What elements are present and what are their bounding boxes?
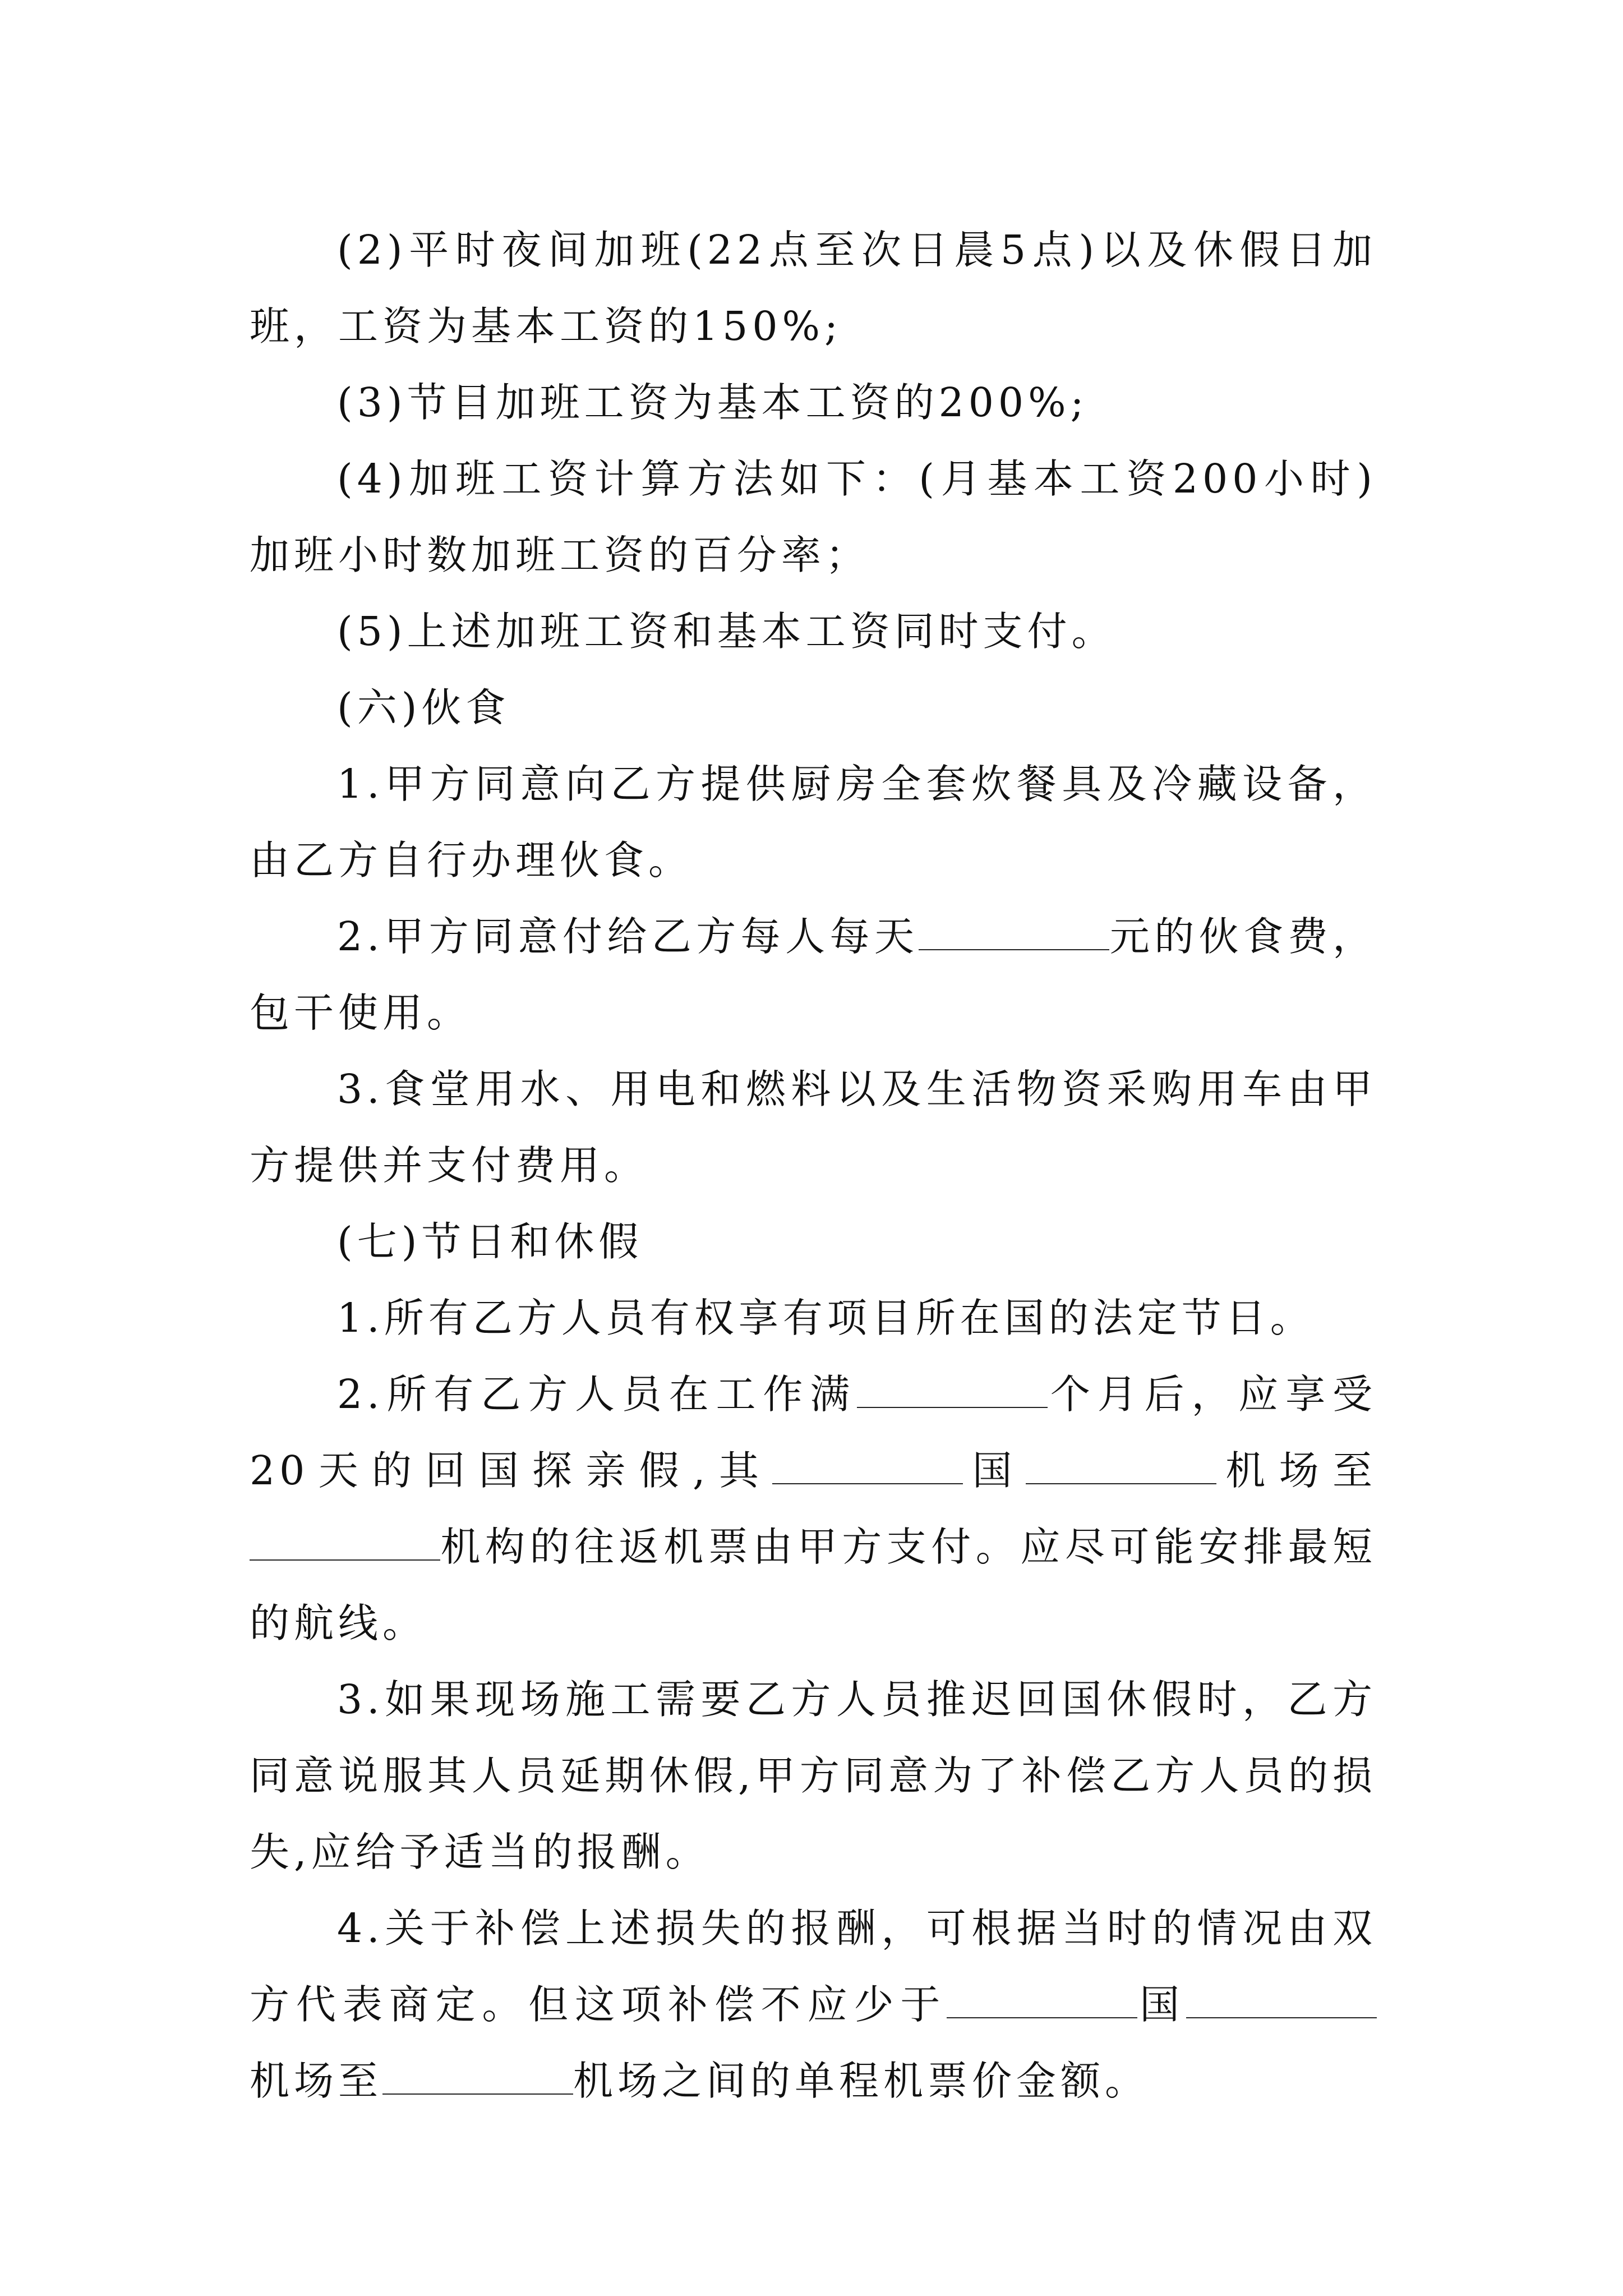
fill-in-blank-destination[interactable] bbox=[250, 1526, 440, 1561]
fill-in-blank-airport-destination[interactable] bbox=[382, 2060, 573, 2095]
paragraph-text: 1.所有乙方人员有权享有项目所在国的法定节日。 bbox=[337, 1295, 1315, 1341]
paragraph-text: 机构的往返机票由甲方支付。应尽可能安排最短的航线。 bbox=[250, 1524, 1377, 1646]
paragraph-text: 个月后，应享受20天的回国探亲假,其 bbox=[250, 1371, 1377, 1494]
heading-text: (六)伙食 bbox=[337, 684, 510, 731]
paragraph-text: 2.所有乙方人员在工作满 bbox=[337, 1371, 857, 1418]
paragraph-overtime-holiday bbox=[250, 365, 1377, 441]
paragraph-compensation bbox=[250, 1890, 1377, 2119]
fill-in-blank-meal-fee[interactable] bbox=[919, 915, 1109, 950]
paragraph-overtime-night bbox=[250, 212, 1377, 365]
paragraph-text: 机场至 bbox=[1216, 1447, 1377, 1494]
paragraph-text: (4)加班工资计算方法如下：(月基本工资200小时)加班小时数加班工资的百分率； bbox=[250, 455, 1377, 578]
fill-in-blank-months[interactable] bbox=[857, 1373, 1048, 1408]
paragraph-text: (3)节目加班工资为基本工资的200%; bbox=[337, 379, 1089, 426]
paragraph-home-leave bbox=[250, 1356, 1377, 1662]
paragraph-meals-kitchen bbox=[250, 746, 1377, 899]
paragraph-text: 机场之间的单程机票价金额。 bbox=[573, 2058, 1150, 2104]
paragraph-holidays-statutory bbox=[250, 1280, 1377, 1356]
paragraph-text: (2)平时夜间加班(22点至次日晨5点)以及休假日加班，工资为基本工资的150%; bbox=[250, 227, 1377, 349]
paragraph-text: 元的伙食费，包干使用。 bbox=[250, 913, 1377, 1036]
paragraph-text: 4.关于补偿上述损失的报酬，可根据当时的情况由双方代表商定。但这项补偿不应少于 bbox=[250, 1905, 1377, 2028]
fill-in-blank-country[interactable] bbox=[772, 1450, 963, 1484]
paragraph-text: 国 bbox=[1137, 1981, 1186, 2028]
paragraph-text: (5)上述加班工资和基本工资同时支付。 bbox=[337, 608, 1116, 655]
paragraph-text: 2.甲方同意付给乙方每人每天 bbox=[337, 913, 919, 960]
section-heading-holidays bbox=[250, 1204, 1377, 1280]
document-body bbox=[250, 212, 1377, 2119]
paragraph-text: 机场至 bbox=[250, 2058, 383, 2104]
fill-in-blank-airport[interactable] bbox=[1026, 1450, 1216, 1484]
paragraph-meals-utilities bbox=[250, 1051, 1377, 1204]
paragraph-text: 国 bbox=[963, 1447, 1026, 1494]
fill-in-blank-country[interactable] bbox=[947, 1984, 1137, 2018]
paragraph-text: 3.食堂用水、用电和燃料以及生活物资采购用车由甲方提供并支付费用。 bbox=[250, 1066, 1377, 1189]
paragraph-text: 3.如果现场施工需要乙方人员推迟回国休假时，乙方同意说服其人员延期休假,甲方同意为了补偿乙方人员的损失,应给予适当的报酬。 bbox=[250, 1676, 1377, 1875]
paragraph-meals-allowance bbox=[250, 899, 1377, 1051]
section-heading-meals bbox=[250, 670, 1377, 746]
paragraph-text: 1.甲方同意向乙方提供厨房全套炊餐具及冷藏设备，由乙方自行办理伙食。 bbox=[250, 761, 1377, 884]
paragraph-overtime-formula bbox=[250, 441, 1377, 593]
paragraph-leave-postponement bbox=[250, 1662, 1377, 1890]
fill-in-blank-airport[interactable] bbox=[1186, 1984, 1377, 2018]
paragraph-overtime-payment bbox=[250, 593, 1377, 670]
heading-text: (七)节日和休假 bbox=[337, 1218, 643, 1265]
